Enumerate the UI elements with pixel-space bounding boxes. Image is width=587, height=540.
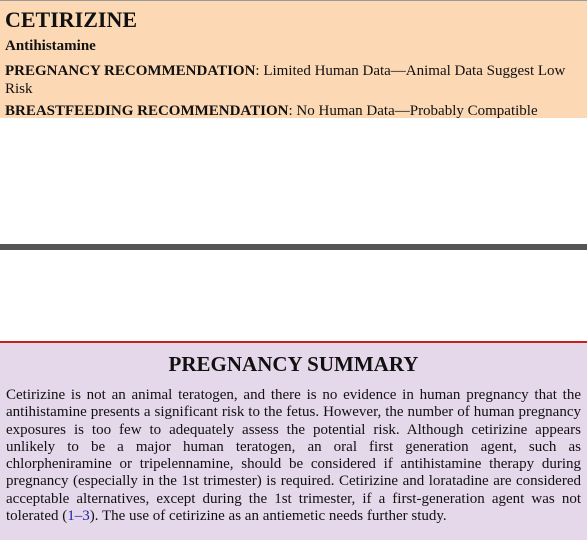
blank-area — [0, 250, 587, 341]
drug-class: Antihistamine — [5, 38, 96, 54]
pregnancy-recommendation — [5, 62, 582, 98]
breastfeeding-recommendation-label: BREASTFEEDING RECOMMENDATION — [5, 103, 289, 119]
summary-text-end: ). The use of cetirizine as an antiemetic needs further study. — [89, 508, 447, 525]
reference-link[interactable]: 1–3 — [67, 508, 90, 525]
drug-header — [0, 1, 587, 118]
pregnancy-recommendation-label: PREGNANCY RECOMMENDATION — [5, 63, 256, 79]
summary-text — [6, 387, 581, 525]
summary-text-body: Cetirizine is not an animal teratogen, and there is no evidence in human pregnancy that the antihistamine presents a significant risk to the fetus. However, the number of human pregnancy exposures is too few to adequately assess the potential risk. Although cetirizine appears unlikely to be a major human teratogen, an oral first generation agent, such as chlorpheniramine or tripelennamine, should be considered if antihistamine therapy during pregnancy (especially in the 1st trimester) is required. Cetirizine and loratadine are considered acceptable alternatives, except during the 1st trimester, if a first-generation agent was not tolerated ( — [6, 387, 581, 525]
breastfeeding-recommendation-value: : No Human Data—Probably Compatible — [288, 103, 538, 119]
pregnancy-summary — [0, 343, 587, 540]
summary-title: PREGNANCY SUMMARY — [168, 352, 419, 376]
breastfeeding-recommendation — [5, 102, 582, 120]
drug-name: CETIRIZINE — [5, 7, 138, 32]
blank-area — [0, 118, 587, 244]
pregnancy-recommendation-value: : Limited Human Data—Animal Data Suggest Low Risk — [5, 63, 566, 97]
